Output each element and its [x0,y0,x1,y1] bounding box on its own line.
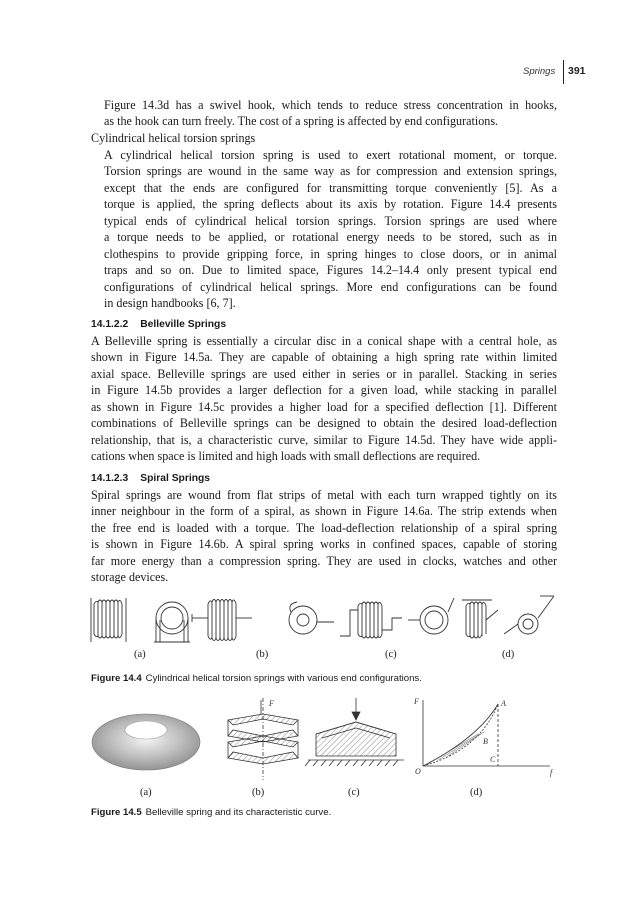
figure-14-4-label-b: (b) [256,649,269,660]
running-header-title: Springs [523,66,556,77]
torsion-spring-c-image [340,602,402,638]
figure-14-5-label-b: (b) [252,787,265,798]
torsion-spring-c-side-image [408,598,454,634]
text-line: is shown in Figure 14.6b. A spiral spring works in confined spaces, capable of storing [91,537,557,552]
text-line: as shown in Figure 14.5c provides a higher load for a specified deflection [1]. Different [91,399,557,414]
chart-y-axis-label: F [414,697,419,706]
text-line: shown in Figure 14.5a. They are capable of obtaining a high spring rate within limited [91,350,557,365]
figure-14-5-drawing [88,694,558,786]
figure-14-4-label-c: (c) [385,649,397,660]
torsion-spring-a-image [91,598,126,642]
text-line: Torsion springs are wound in the same way as for compression and extension springs, [104,164,557,179]
section-title: Belleville Springs [140,319,227,330]
text-line: clothespins to provide gripping force, in spring hinges to close doors, or in animal [104,246,557,261]
characteristic-curve-chart [423,700,550,766]
chart-point-c-label: C [490,755,496,764]
text-line: in Figure 14.5b provides a larger deflection for a given load, while stacking in parallel [91,383,557,398]
text-line: traps and so on. Due to limited space, Figures 14.2–14.4 only present typical end [104,263,557,278]
torsion-spring-a-side-image [154,602,190,642]
page-number: 391 [568,65,586,77]
spiral-section-heading [91,473,210,484]
belleville-section-heading [91,319,226,330]
text-line: A Belleville spring is essentially a circular disc in a conical shape with a central hole, as [91,334,557,348]
text-line: combinations of Belleville springs can be designed to obtain the desired load-deflection [91,416,557,431]
text-line: typical ends of cylindrical helical torsion springs. Torsion springs are used where [104,213,557,228]
chart-point-a-label: A [501,699,506,708]
figure-14-5-label-c: (c) [348,787,360,798]
text-line: a torque needs to be applied, or rotational energy needs to be stored, such as in [104,230,557,245]
caption-number: Figure 14.5 [91,807,142,818]
running-header-rule [563,60,564,84]
figure-14-5-label-d: (d) [470,787,483,798]
figure-14-5-label-a: (a) [140,787,152,798]
text-line: cations when space is limited and high loads with small deflections are required. [91,449,481,464]
text-line: the free end is loaded with a torque. The load-deflection relationship of a spiral spring [91,520,557,535]
belleville-series-stack-image [228,698,298,780]
text-line: inner neighbour in the form of a spiral, as shown in Figure 14.6a. The strip extends when [91,504,557,519]
text-line: relationship, that is, a characteristic curve, similar to Figure 14.5d. They have wide appli- [91,432,557,447]
figure-14-4-label-d: (d) [502,649,515,660]
chart-point-b-label: B [483,737,488,746]
figure-14-4-drawing [88,590,558,652]
text-line: torque is applied, the spring deflects about its axis by rotation. Figure 14.4 presents [104,197,557,212]
chart-origin-label: O [415,767,421,776]
belleville-paragraph [91,333,557,465]
text-line: except that the ends are configured for transmitting torque conveniently [5]. As a [104,180,557,195]
figure-14-4-caption [91,673,422,684]
belleville-parallel-stack-image [305,698,404,766]
caption-text: Belleville spring and its characteristic curve. [145,807,332,818]
figure-14-5-force-label: F [269,699,274,708]
torsion-springs-paragraph [104,147,557,311]
torsion-spring-b-image [192,600,252,641]
text-line: Figure 14.3d has a swivel hook, which tends to reduce stress concentration in hooks, [104,98,557,112]
torsion-spring-b-side-image [289,602,334,634]
section-number: 14.1.2.3 [91,473,129,484]
torsion-spring-d-image [462,600,498,638]
text-line: configurations of cylindrical helical springs. More end configurations can be found [104,279,557,294]
section-title: Spiral Springs [140,473,211,484]
text-line: Spiral springs are wound from flat strips of metal with each turn wrapped tightly on its [91,488,557,502]
torsion-spring-d-side-image [504,596,554,634]
text-line: A cylindrical helical torsion spring is used to exert rotational moment, or torque. [104,148,557,162]
intro-paragraph [104,97,557,130]
figure-14-5-caption [91,807,331,818]
section-number: 14.1.2.2 [91,319,129,330]
text-line: far more energy than a compression spring. They are used in clocks, watches and other [91,553,557,568]
figure-14-4-label-a: (a) [134,649,146,660]
caption-text: Cylindrical helical torsion springs with various end configurations. [145,673,422,684]
text-line: as the hook can turn freely. The cost of a spring is affected by end configurations. [104,114,499,129]
torsion-springs-heading: Cylindrical helical torsion springs [91,131,256,145]
text-line: axial space. Belleville springs are used either in series or in parallel. Stacking in series [91,366,557,381]
text-line: in design handbooks [6, 7]. [104,295,236,310]
belleville-disc-image [92,714,200,770]
caption-number: Figure 14.4 [91,673,142,684]
chart-x-axis-label: f [550,768,553,777]
spiral-paragraph [91,487,557,586]
text-line: storage devices. [91,570,169,585]
